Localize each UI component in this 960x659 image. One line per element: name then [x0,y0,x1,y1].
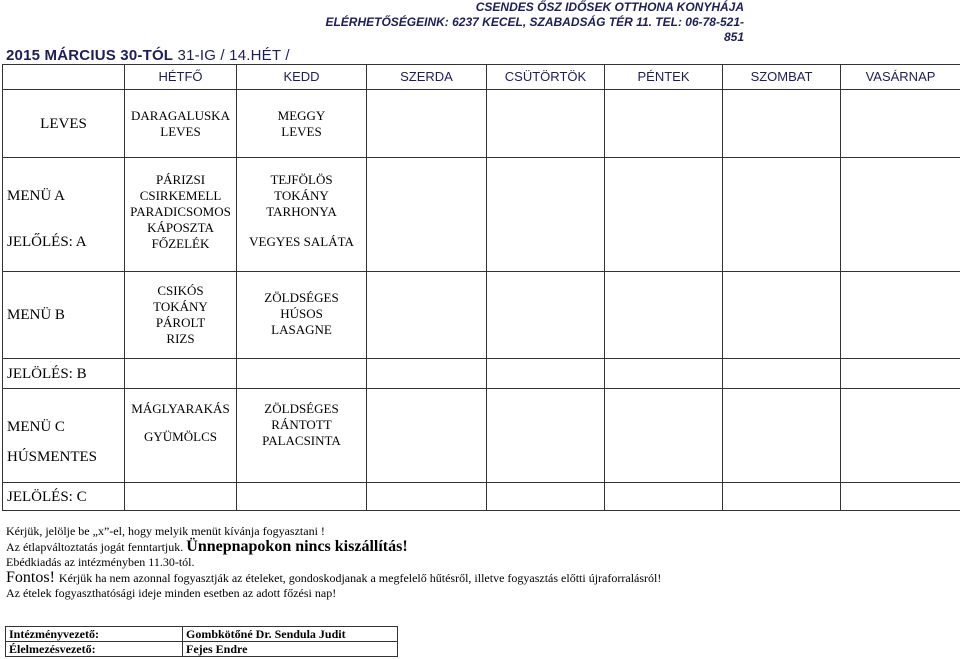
day-header: PÉNTEK [605,65,723,90]
cell-line: LASAGNE [271,322,332,337]
menu-c-row [3,389,960,483]
cell-line: HÚSOS [280,306,323,321]
cell-line: LEVES [281,123,322,139]
holiday-notice: Ünnepnapokon nincs kiszállítás! [186,538,408,555]
organization-name: CSENDES ŐSZ IDŐSEK OTTHONA KONYHÁJA [475,0,744,14]
empty-cell [367,359,487,389]
empty-cell [723,389,841,483]
menu-b-row [3,272,960,359]
empty-cell [841,158,960,272]
cell-line: ZÖLDSÉGES [264,401,339,416]
cell-line: PALACSINTA [262,433,341,448]
empty-cell [605,483,723,511]
note-line: Az ételek fogyaszthatósági ideje minden esetben az adott főzési nap! [6,586,337,600]
empty-cell [723,359,841,389]
day-header: KEDD [237,65,367,90]
soup-label: LEVES [3,90,125,158]
empty-cell [367,272,487,359]
day-header: CSÜTÖRTÖK [487,65,605,90]
cell-line: PARADICSOMOS [130,204,231,219]
mark-cell[interactable] [237,483,367,511]
day-header: VASÁRNAP [841,65,960,90]
menu-b-monday [125,272,237,359]
corner-cell [3,65,125,90]
mark-c-row [3,483,960,511]
cell-line: TEJFÖLÖS [270,172,333,187]
empty-cell [367,158,487,272]
empty-cell [605,90,723,158]
mark-a-label: JELŐLÉS: A [7,234,87,250]
mark-b-row [3,359,960,389]
contact-line: ELÉRHETŐSÉGEINK: 6237 KECEL, SZABADSÁG TÉR 11. TEL: 06-78-521-851 [325,15,744,44]
day-header: SZOMBAT [723,65,841,90]
empty-cell [841,389,960,483]
menu-c-label-cell [3,389,125,483]
week-title-start: 2015 MÁRCIUS 30-TÓL [6,47,174,64]
cell-line: LEVES [160,123,201,139]
empty-cell [487,483,605,511]
cell-line: TOKÁNY [274,188,329,203]
empty-cell [723,158,841,272]
empty-cell [723,90,841,158]
signature-row [6,642,398,657]
empty-cell [367,389,487,483]
note-line [6,539,661,555]
cell-line: TARHONYA [266,204,337,219]
mark-cell[interactable] [125,359,237,389]
signature-row [6,627,398,642]
chef-label: Élelmezésvezető: [6,642,183,657]
page-header [324,0,744,45]
menu-a-tuesday [237,158,367,272]
cell-line: CSIRKEMELL [139,188,222,203]
empty-cell [841,272,960,359]
note-text: Kérjük ha nem azonnal fogyasztják az ételeket, gondoskodjanak a megfelelő hűtésről, illetve fogyasztás előtti újraforralásról! [58,571,662,585]
week-title-end: 31-IG / 14.HÉT / [173,47,290,64]
empty-cell [487,359,605,389]
cell-line: PÁROLT [155,315,206,330]
cell-line: VEGYES SALÁTA [249,234,354,249]
menu-a-label: MENÜ A [7,188,65,204]
cell-line: RIZS [166,331,195,346]
cell-line: MEGGY [277,107,326,123]
cell-line: PÁRIZSI [155,172,206,187]
note-line [6,570,661,586]
menu-c-monday [125,389,237,483]
empty-cell [605,389,723,483]
menu-b-label: MENÜ B [3,272,125,359]
meatless-label: HÚSMENTES [7,449,98,465]
empty-cell [367,90,487,158]
empty-cell [605,272,723,359]
menu-b-tuesday [237,272,367,359]
soup-tuesday [237,90,367,158]
note-line: Kérjük, jelölje be „x”-el, hogy melyik menüt kívánja fogyasztani ! [6,524,325,538]
week-title [6,47,290,64]
cell-line: RÁNTOTT [271,417,332,432]
empty-cell [367,483,487,511]
mark-c-label: JELÖLÉS: C [3,483,125,511]
weekly-menu-table [2,64,960,511]
cell-line: TOKÁNY [153,299,208,314]
menu-a-monday [125,158,237,272]
day-header: HÉTFŐ [125,65,237,90]
mark-cell[interactable] [125,483,237,511]
empty-cell [841,483,960,511]
empty-cell [605,359,723,389]
empty-cell [487,272,605,359]
menu-a-row [3,158,960,272]
menu-c-label: MENÜ C [7,419,65,435]
signature-table [5,626,398,657]
important-label: Fontos! [6,569,59,586]
note-line: Ebédkiadás az intézményben 11.30-tól. [6,555,195,569]
menu-a-label-cell [3,158,125,272]
cell-line: FŐZELÉK [151,236,210,251]
cell-line: DARAGALUSKA [131,107,230,123]
empty-cell [487,90,605,158]
empty-cell [605,158,723,272]
cell-line: ZÖLDSÉGES [264,290,339,305]
empty-cell [841,90,960,158]
mark-cell[interactable] [237,359,367,389]
empty-cell [723,483,841,511]
menu-c-tuesday [237,389,367,483]
empty-cell [487,389,605,483]
soup-row [3,90,960,158]
day-header: SZERDA [367,65,487,90]
cell-line: KÁPOSZTA [147,220,214,235]
days-header-row [3,65,960,90]
chef-name: Fejes Endre [183,642,398,657]
empty-cell [841,359,960,389]
cell-line: CSIKÓS [157,283,204,298]
cell-line: GYÜMÖLCS [144,429,217,444]
director-name: Gombkötőné Dr. Sendula Judit [183,627,398,642]
empty-cell [723,272,841,359]
cell-line: MÁGLYARAKÁS [131,401,230,416]
soup-monday [125,90,237,158]
notes-block [6,524,661,601]
note-text: Az étlapváltoztatás jogát fenntartjuk. [6,540,187,554]
director-label: Intézményvezető: [6,627,183,642]
empty-cell [487,158,605,272]
mark-b-label: JELÖLÉS: B [3,359,125,389]
